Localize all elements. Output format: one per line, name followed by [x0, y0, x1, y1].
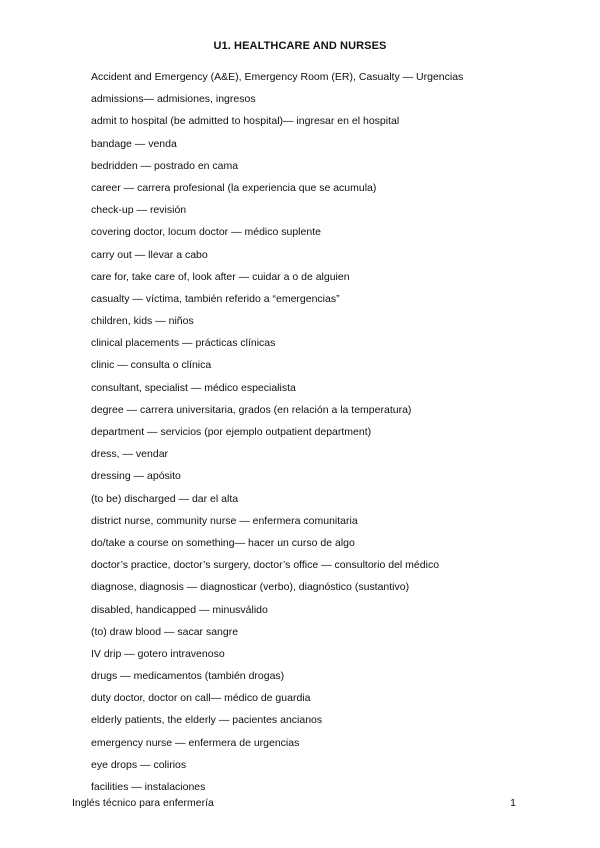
- glossary-entry: check-up — revisión: [91, 204, 187, 217]
- glossary-entry: carry out — llevar a cabo: [91, 248, 208, 261]
- glossary-entry: (to) draw blood — sacar sangre: [91, 625, 239, 638]
- glossary-entry: do/take a course on something— hacer un curso de algo: [91, 536, 355, 549]
- glossary-entry: covering doctor, locum doctor — médico suplente: [91, 226, 321, 239]
- glossary-entry: casualty — víctima, también referido a “emergencias”: [91, 292, 340, 305]
- glossary-entry: children, kids — niños: [91, 315, 194, 328]
- glossary-entry: dressing — apósito: [91, 470, 181, 483]
- glossary-entry: bandage — venda: [91, 137, 177, 150]
- glossary-entry: eye drops — colirios: [91, 758, 187, 771]
- glossary-entry: clinical placements — prácticas clínicas: [91, 337, 276, 350]
- glossary-entry: emergency nurse — enfermera de urgencias: [91, 736, 300, 749]
- glossary-list: [91, 66, 511, 798]
- glossary-entry: disabled, handicapped — minusválido: [91, 603, 268, 616]
- glossary-entry: career — carrera profesional (la experiencia que se acumula): [91, 181, 377, 194]
- glossary-entry: district nurse, community nurse — enfermera comunitaria: [91, 514, 358, 527]
- glossary-entry: consultant, specialist — médico especialista: [91, 381, 296, 394]
- glossary-entry: care for, take care of, look after — cuidar a o de alguien: [91, 270, 350, 283]
- glossary-entry: IV drip — gotero intravenoso: [91, 647, 225, 660]
- glossary-entry: dress, — vendar: [91, 448, 169, 461]
- glossary-entry: clinic — consulta o clínica: [91, 359, 212, 372]
- page-footer: [72, 797, 516, 809]
- footer-course-title: Inglés técnico para enfermería: [72, 797, 214, 809]
- glossary-entry: department — servicios (por ejemplo outpatient department): [91, 426, 372, 438]
- glossary-entry: elderly patients, the elderly — pacientes ancianos: [91, 714, 323, 727]
- glossary-entry: diagnose, diagnosis — diagnosticar (verbo), diagnóstico (sustantivo): [91, 581, 410, 594]
- glossary-entry: facilities — instalaciones: [91, 781, 206, 793]
- glossary-entry: admit to hospital (be admitted to hospital)— ingresar en el hospital: [91, 115, 400, 128]
- glossary-entry: drugs — medicamentos (también drogas): [91, 670, 285, 683]
- glossary-entry: bedridden — postrado en cama: [91, 159, 239, 172]
- glossary-entry: degree — carrera universitaria, grados (en relación a la temperatura): [91, 403, 412, 416]
- glossary-entry: admissions— admisiones, ingresos: [91, 93, 256, 106]
- page-title: U1. HEALTHCARE AND NURSES: [213, 40, 387, 52]
- glossary-entry: (to be) discharged — dar el alta: [91, 492, 239, 505]
- page-number: 1: [510, 797, 516, 809]
- glossary-entry: Accident and Emergency (A&E), Emergency Room (ER), Casualty — Urgencias: [91, 71, 464, 83]
- glossary-entry: doctor’s practice, doctor’s surgery, doctor’s office — consultorio del médico: [91, 559, 440, 572]
- glossary-entry: duty doctor, doctor on call— médico de guardia: [91, 692, 311, 705]
